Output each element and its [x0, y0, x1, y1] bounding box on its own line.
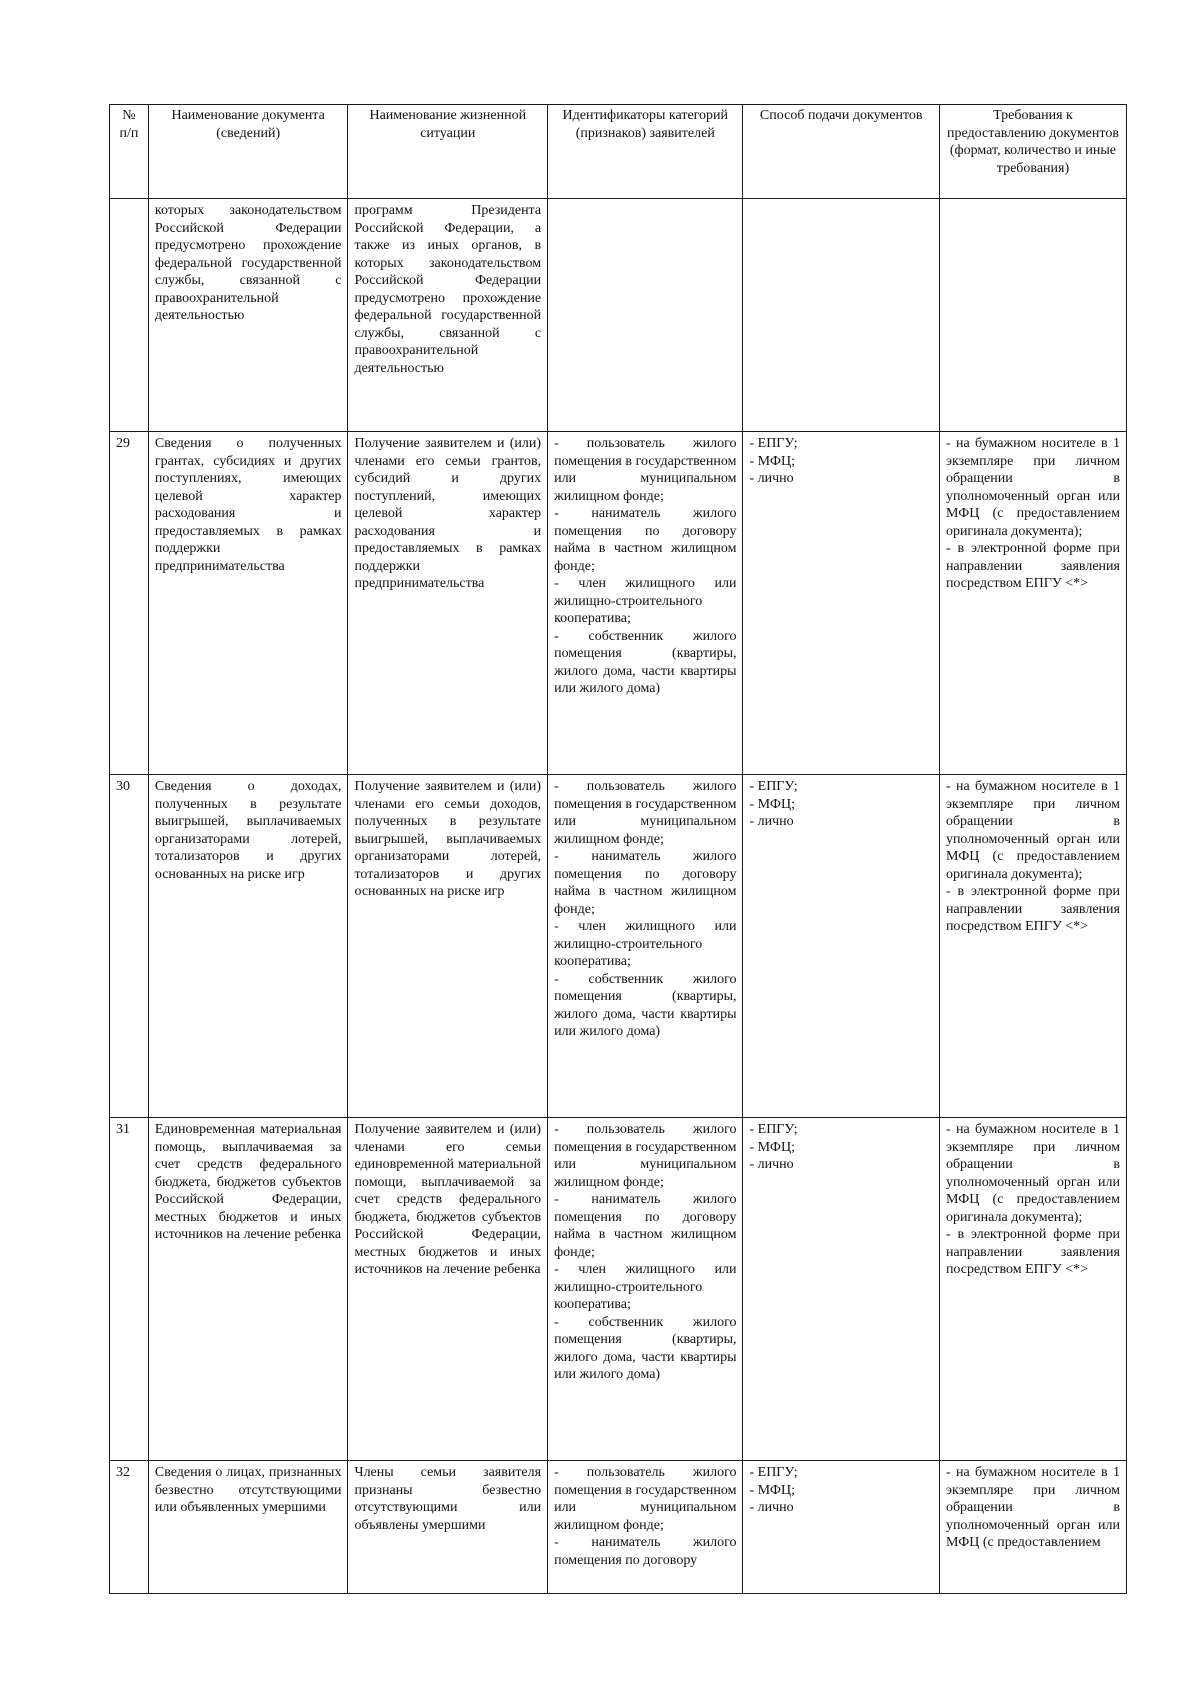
category-item: - собственник жилого помещения (квартиры, жилого дома, части квартиры или жилого дома) — [554, 628, 737, 696]
requirement-item: - в электронной форме при направлении заявления посредством ЕПГУ <*> — [945, 884, 1120, 934]
table-row — [110, 1461, 1127, 1594]
cell-document-name: которых законодательством Российской Федерации предусмотрено прохождение федеральной государственной службы, связанной с правоохранительной деятельностью — [148, 199, 348, 432]
method-item: - МФЦ; — [749, 796, 795, 812]
documents-table — [109, 104, 1127, 1594]
cell-number — [110, 199, 149, 432]
table-row — [110, 775, 1127, 1118]
category-item: - член жилищного или жилищно-строительного кооператива; — [554, 919, 737, 969]
table-row — [110, 432, 1127, 775]
cell-applicant-categories — [548, 432, 743, 775]
cell-applicant-categories — [548, 1461, 743, 1594]
method-item: - ЕПГУ; — [749, 1465, 798, 1480]
header-number: № п/п — [110, 105, 149, 199]
header-submission-method: Способ подачи документов — [743, 105, 939, 199]
category-item: - пользователь жилого помещения в государственном или муниципальном жилищном фонде; — [554, 779, 737, 847]
method-item: - МФЦ; — [749, 453, 795, 469]
cell-document-name: Единовременная материальная помощь, выплачиваемая за счет средств федерального бюджета, бюджетов субъектов Российской Федерации, местных бюджетов и иных источников на лечение ребенка — [148, 1118, 348, 1461]
cell-requirements — [939, 199, 1126, 432]
cell-number: 31 — [110, 1118, 149, 1461]
requirement-item: - на бумажном носителе в 1 экземпляре при личном обращении в уполномоченный орган или МФЦ (с предоставлением — [945, 1465, 1120, 1550]
method-item: - лично — [749, 1500, 794, 1515]
category-item: - собственник жилого помещения (квартиры, жилого дома, части квартиры или жилого дома) — [554, 971, 737, 1039]
table-row — [110, 1118, 1127, 1461]
requirement-item: - в электронной форме при направлении заявления посредством ЕПГУ <*> — [945, 541, 1120, 591]
cell-document-name: Сведения о доходах, полученных в результате выигрышей, выплачиваемых организаторами лотерей, тотализаторов и других основанных на риске игр — [148, 775, 348, 1118]
cell-requirements — [939, 432, 1126, 775]
category-item: - наниматель жилого помещения по договору — [554, 1535, 737, 1568]
cell-requirements — [939, 1461, 1126, 1594]
requirement-item: - на бумажном носителе в 1 экземпляре при личном обращении в уполномоченный орган или МФЦ (с предоставлением оригинала документа); — [945, 779, 1120, 882]
cell-number: 32 — [110, 1461, 149, 1594]
method-item: - МФЦ; — [749, 1139, 795, 1155]
category-item: - пользователь жилого помещения в государственном или муниципальном жилищном фонде; — [554, 436, 737, 504]
category-item: - пользователь жилого помещения в государственном или муниципальном жилищном фонде; — [554, 1122, 737, 1190]
category-item: - наниматель жилого помещения по договору найма в частном жилищном фонде; — [554, 1192, 737, 1260]
method-item: - МФЦ; — [749, 1482, 795, 1498]
method-item: - ЕПГУ; — [749, 436, 798, 451]
requirement-item: - на бумажном носителе в 1 экземпляре при личном обращении в уполномоченный орган или МФЦ (с предоставлением оригинала документа); — [945, 436, 1120, 539]
header-applicant-categories: Идентификаторы категорий (признаков) заявителей — [548, 105, 743, 199]
cell-life-situation: Получение заявителем и (или) членами его семьи грантов, субсидий и других поступлений, имеющих целевой характер расходования и предоставляемых в рамках поддержки предпринимательства — [348, 432, 548, 775]
method-item: - лично — [749, 1157, 794, 1172]
category-item: - пользователь жилого помещения в государственном или муниципальном жилищном фонде; — [554, 1465, 737, 1533]
cell-applicant-categories — [548, 1118, 743, 1461]
cell-requirements — [939, 1118, 1126, 1461]
cell-life-situation: Получение заявителем и (или) членами его семьи доходов, полученных в результате выигрышей, выплачиваемых организаторами лотерей, тотализаторов и других основанных на риске игр — [348, 775, 548, 1118]
method-item: - ЕПГУ; — [749, 779, 798, 794]
cell-requirements — [939, 775, 1126, 1118]
cell-document-name: Сведения о полученных грантах, субсидиях и других поступлениях, имеющих целевой характер расходования и предоставляемых в рамках поддержки предпринимательства — [148, 432, 348, 775]
category-item: - наниматель жилого помещения по договору найма в частном жилищном фонде; — [554, 849, 737, 917]
cell-document-name: Сведения о лицах, признанных безвестно отсутствующими или объявленных умершими — [148, 1461, 348, 1594]
header-life-situation: Наименование жизненной ситуации — [348, 105, 548, 199]
header-document-name: Наименование документа (сведений) — [148, 105, 348, 199]
cell-submission-method — [743, 1118, 939, 1461]
cell-life-situation: Члены семьи заявителя признаны безвестно отсутствующими или объявлены умершими — [348, 1461, 548, 1594]
category-item: - наниматель жилого помещения по договору найма в частном жилищном фонде; — [554, 506, 737, 574]
table-row-continuation — [110, 199, 1127, 432]
cell-submission-method — [743, 432, 939, 775]
cell-number: 29 — [110, 432, 149, 775]
requirement-item: - в электронной форме при направлении заявления посредством ЕПГУ <*> — [945, 1227, 1120, 1277]
requirement-item: - на бумажном носителе в 1 экземпляре при личном обращении в уполномоченный орган или МФЦ (с предоставлением оригинала документа); — [945, 1122, 1120, 1225]
method-item: - ЕПГУ; — [749, 1122, 798, 1137]
table-header-row — [110, 105, 1127, 199]
cell-life-situation: программ Президента Российской Федерации, а также из иных органов, в которых законодательством Российской Федерации предусмотрено прохождение федеральной государственной службы, связанной с правоохранительной деятельностью — [348, 199, 548, 432]
method-item: - лично — [749, 814, 794, 829]
cell-number: 30 — [110, 775, 149, 1118]
cell-life-situation: Получение заявителем и (или) членами его семьи единовременной материальной помощи, выплачиваемой за счет средств федерального бюджета, бюджетов субъектов Российской Федерации, местных бюджетов и иных источников на лечение ребенка — [348, 1118, 548, 1461]
category-item: - член жилищного или жилищно-строительного кооператива; — [554, 1262, 737, 1312]
method-item: - лично — [749, 471, 794, 486]
cell-applicant-categories — [548, 199, 743, 432]
category-item: - собственник жилого помещения (квартиры, жилого дома, части квартиры или жилого дома) — [554, 1314, 737, 1382]
header-requirements: Требования к предоставлению документов (формат, количество и иные требования) — [939, 105, 1126, 199]
cell-submission-method — [743, 199, 939, 432]
cell-submission-method — [743, 1461, 939, 1594]
category-item: - член жилищного или жилищно-строительного кооператива; — [554, 576, 737, 626]
cell-submission-method — [743, 775, 939, 1118]
cell-applicant-categories — [548, 775, 743, 1118]
